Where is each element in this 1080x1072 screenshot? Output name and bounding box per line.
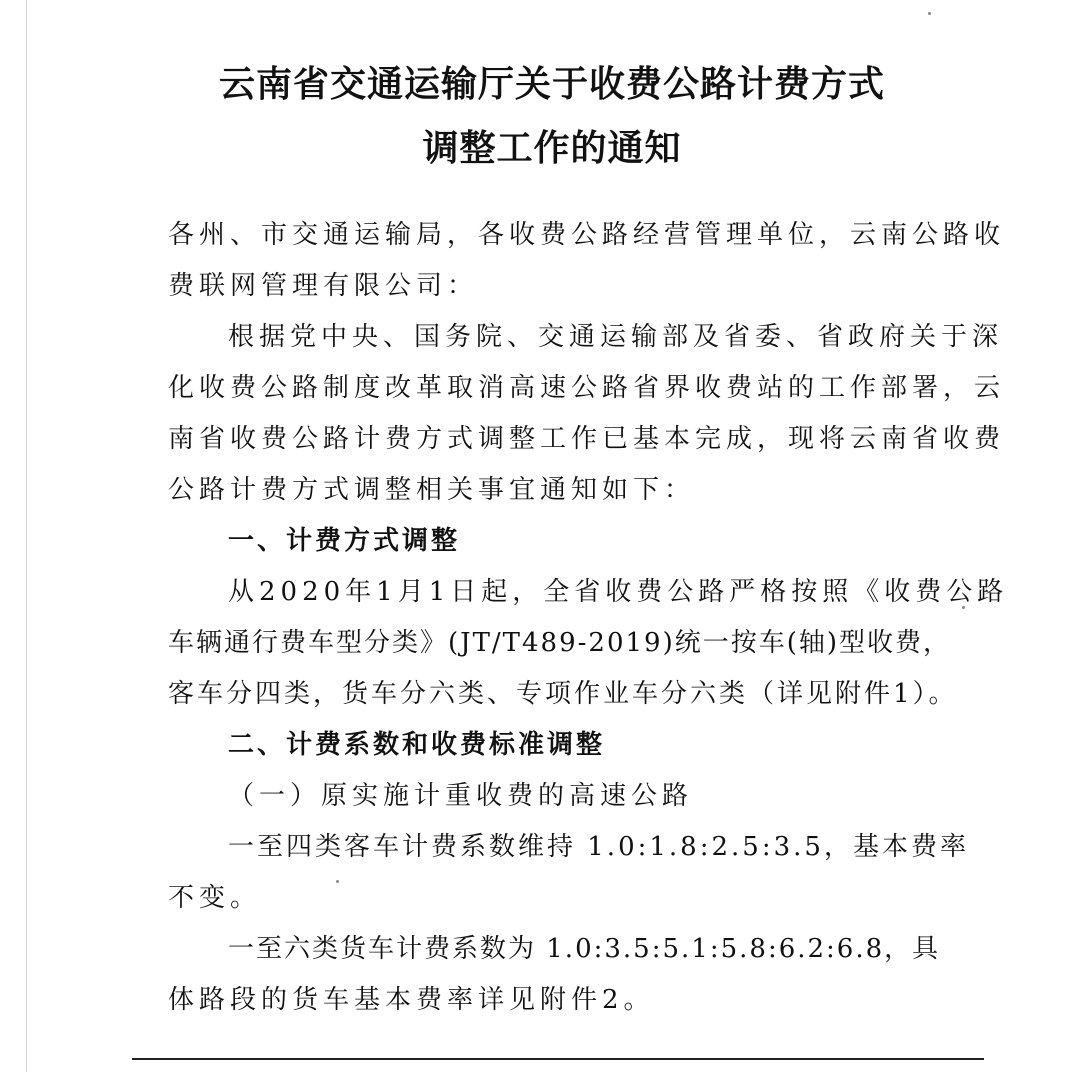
section-1-line-2: 车辆通行费车型分类》(JT/T489-2019)统一按车(轴)型收费，	[168, 628, 952, 658]
intro-paragraph-line-2: 化收费公路制度改革取消高速公路省界收费站的工作部署，云	[168, 373, 1006, 403]
section-1-line-1: 从2020年1月1日起，全省收费公路严格按照《收费公路	[228, 577, 1009, 607]
document-title-line-1: 云南省交通运输厅关于收费公路计费方式	[218, 64, 885, 105]
scan-speck	[928, 12, 931, 15]
section-heading-2: 二、计费系数和收费标准调整	[228, 730, 606, 760]
document-title-line-2: 调整工作的通知	[422, 128, 682, 169]
intro-paragraph-line-3: 南省收费公路计费方式调整工作已基本完成，现将云南省收费	[168, 424, 1006, 454]
subsection-1-line-2: 不变。	[168, 883, 262, 913]
subsection-1-line-4: 体路段的货车基本费率详见附件2。	[168, 985, 655, 1015]
intro-paragraph-line-1: 根据党中央、国务院、交通运输部及省委、省政府关于深	[228, 322, 1004, 352]
addressee-line-1: 各州、市交通运输局，各收费公路经营管理单位，云南公路收	[168, 220, 1006, 250]
addressee-line-2: 费联网管理有限公司：	[168, 271, 479, 301]
section-heading-1: 一、计费方式调整	[228, 526, 461, 556]
intro-paragraph-line-4: 公路计费方式调整相关事宜通知如下：	[168, 475, 696, 505]
subsection-heading-1: （一）原实施计重收费的高速公路	[228, 781, 694, 811]
subsection-1-line-3: 一至六类货车计费系数为 1.0:3.5:5.1:5.8:6.2:6.8，具	[228, 934, 941, 964]
section-1-line-3: 客车分四类，货车分六类、专项作业车分六类（详见附件1）。	[168, 679, 958, 709]
subsection-1-line-1: 一至四类客车计费系数维持 1.0:1.8:2.5:3.5，基本费率	[228, 832, 969, 862]
footer-rule	[132, 1058, 984, 1060]
